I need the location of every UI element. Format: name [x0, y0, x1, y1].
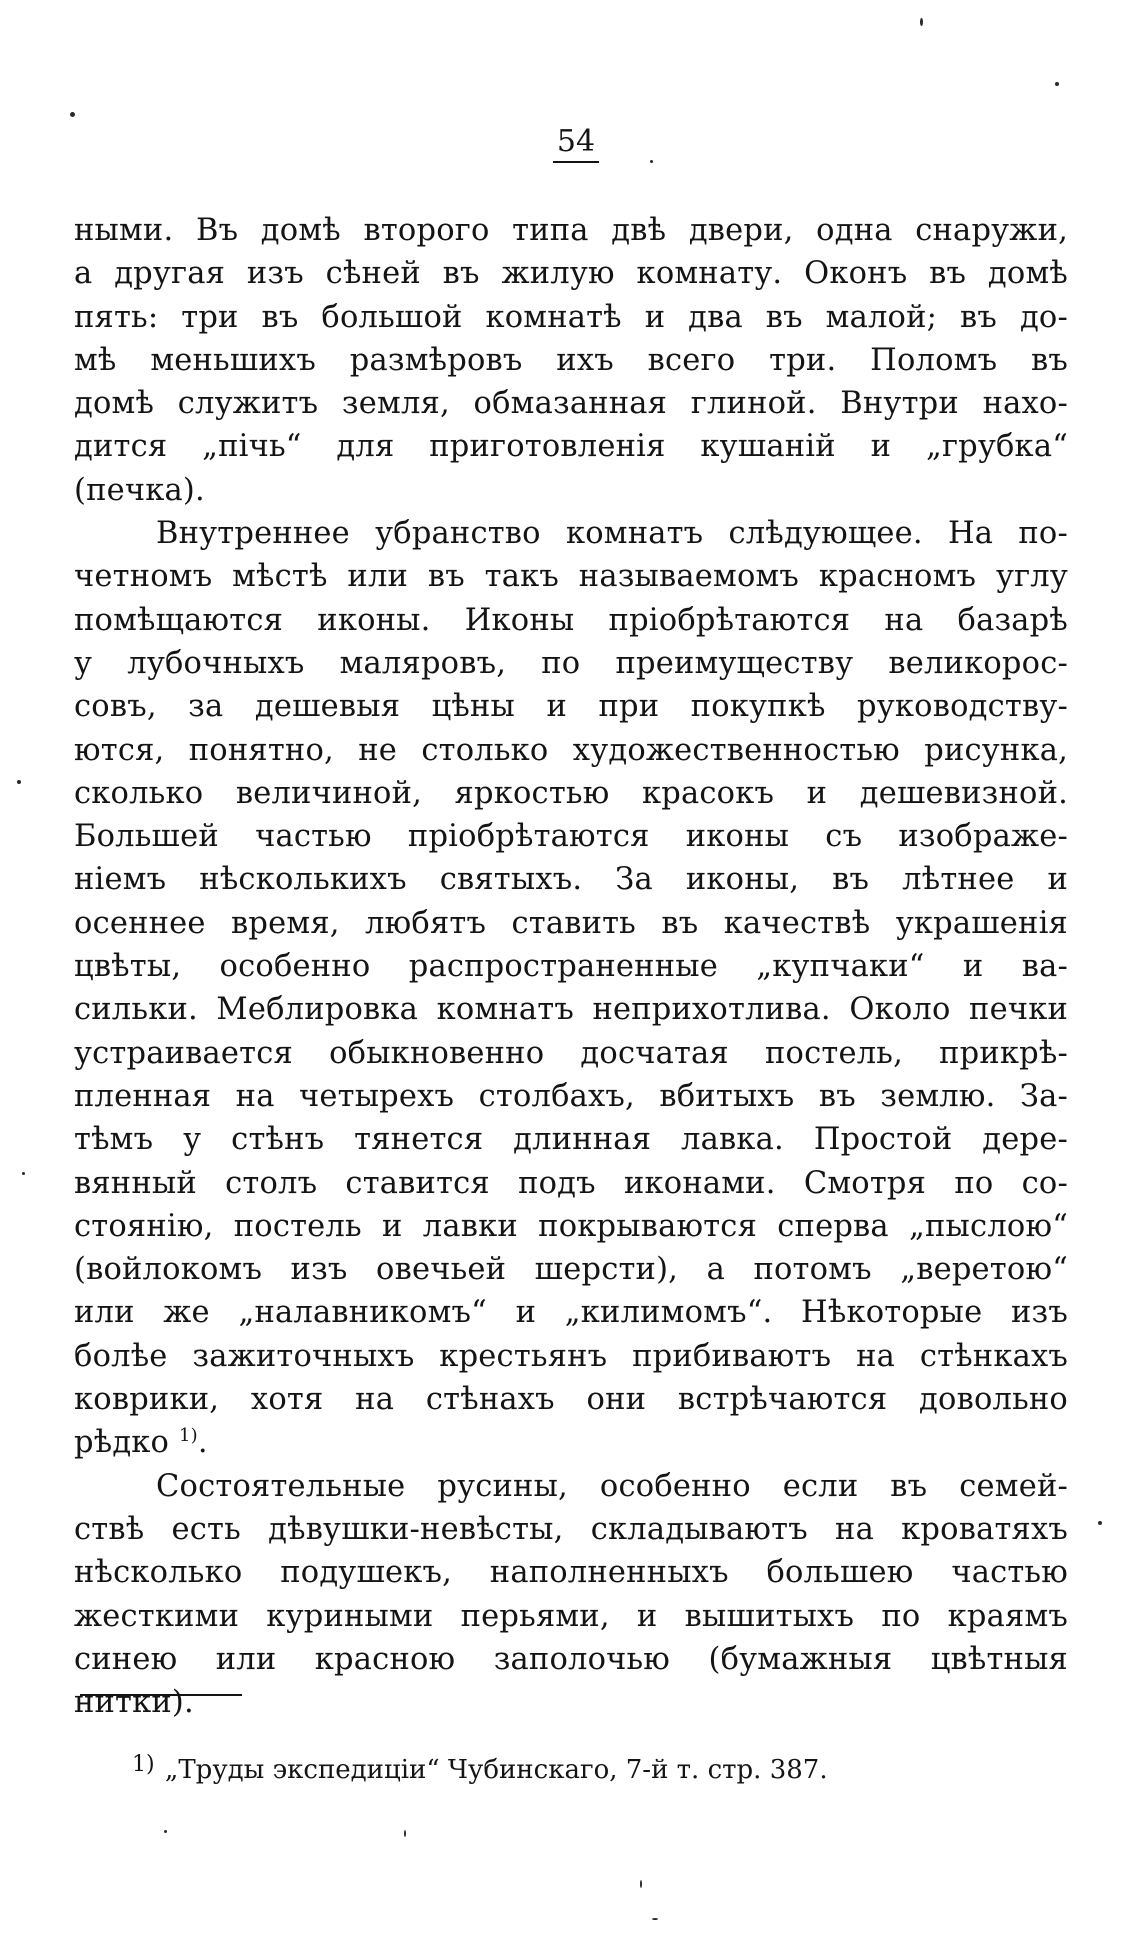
- page-number-text: 54: [553, 124, 599, 163]
- text-line: ствѣ есть дѣвушки-невѣсты, складываютъ на кроватяхъ: [74, 1511, 1068, 1547]
- scan-speck: [70, 112, 75, 117]
- text-line: Внутреннее убранство комнатъ слѣдующее. На по-: [156, 516, 1068, 552]
- text-line: дится „пічь“ для приготовленія кушаній и „грубка“: [74, 429, 1068, 465]
- text-line: а другая изъ сѣней въ жилую комнату. Оконъ въ домѣ: [74, 256, 1068, 292]
- text-line: совъ, за дешевыя цѣны и при покупкѣ руководству-: [74, 689, 1068, 725]
- text-line: стоянію, постель и лавки покрываются сперва „пыслою“: [74, 1208, 1068, 1244]
- text-line-with-footnote: рѣдко $^{1)}$.: [74, 1425, 208, 1461]
- text-line: цвѣты, особенно распространенные „купчаки“ и ва-: [74, 949, 1068, 985]
- paragraph-2: [74, 512, 1068, 1465]
- text-line: синею или красною заполочью (бумажныя цвѣтныя: [74, 1641, 1068, 1677]
- text-line: ніемъ нѣсколькихъ святыхъ. За иконы, въ лѣтнее и: [74, 862, 1068, 898]
- text-line: пять: три въ большой комнатѣ и два въ малой; въ до-: [74, 299, 1068, 335]
- text-line: (печка).: [74, 472, 205, 508]
- scan-speck: [652, 1918, 658, 1920]
- text-line: нѣсколько подушекъ, наполненныхъ большею частью: [74, 1555, 1068, 1591]
- footnote-divider: [80, 1694, 242, 1696]
- paragraph-3: [74, 1465, 1068, 1725]
- text-line: помѣщаются иконы. Иконы пріобрѣтаются на базарѣ: [74, 602, 1068, 638]
- text-line: осеннее время, любятъ ставить въ качествѣ украшенія: [74, 905, 1068, 941]
- scan-speck: [920, 18, 923, 26]
- scan-speck: [1098, 1521, 1102, 1525]
- text-line: сильки. Меблировка комнатъ неприхотлива. Около печки: [74, 992, 1068, 1028]
- text-line: жесткими куриными перьями, и вышитыхъ по краямъ: [74, 1598, 1068, 1634]
- scan-speck: [17, 780, 21, 784]
- text-line: Состоятельные русины, особенно если въ семей-: [156, 1468, 1068, 1504]
- footnote-reference[interactable]: 1): [179, 1425, 198, 1447]
- scan-speck: [1055, 82, 1059, 86]
- footnote-mark: 1): [132, 1752, 155, 1777]
- text-line: или же „налавникомъ“ и „килимомъ“. Нѣкоторые изъ: [74, 1295, 1068, 1331]
- text-line: тѣмъ у стѣнъ тянется длинная лавка. Простой дере-: [74, 1122, 1068, 1158]
- body-text: [74, 209, 1068, 1724]
- scan-speck: [164, 1830, 167, 1833]
- text-line: ются, понятно, не столько художественностью рисунка,: [74, 732, 1068, 768]
- paragraph-1: [74, 209, 1068, 512]
- text-line: коврики, хотя на стѣнахъ они встрѣчаются довольно: [74, 1382, 1068, 1418]
- text-line: болѣе зажиточныхъ крестьянъ прибиваютъ на стѣнкахъ: [74, 1338, 1068, 1374]
- scan-speck: [650, 160, 653, 163]
- text-line: четномъ мѣстѣ или въ такъ называемомъ красномъ углу: [74, 559, 1068, 595]
- text-line: домѣ служитъ земля, обмазанная глиной. Внутри нахо-: [74, 386, 1068, 422]
- scan-speck: [22, 1172, 25, 1175]
- page-number: [0, 124, 1140, 163]
- text-line: нитки).: [74, 1685, 194, 1721]
- text-line: у лубочныхъ маляровъ, по преимуществу великорос-: [74, 645, 1068, 681]
- text-line: (войлокомъ изъ овечьей шерсти), а потомъ „веретою“: [74, 1252, 1068, 1288]
- scan-speck: [404, 1830, 406, 1837]
- footnote-text: „Труды экспедиціи“ Чубинскаго, 7-й т. стр. 387.: [164, 1755, 828, 1785]
- text-line: сколько величиной, яркостью красокъ и дешевизной.: [74, 775, 1068, 811]
- scan-speck: [640, 1880, 642, 1888]
- footnote: [132, 1748, 828, 1787]
- text-line: вянный столъ ставится подъ иконами. Смотря по со-: [74, 1165, 1068, 1201]
- text-line: Большей частью пріобрѣтаются иконы съ изображе-: [74, 819, 1068, 855]
- text-line: рѣдко: [74, 1425, 170, 1461]
- text-line: ными. Въ домѣ второго типа двѣ двери, одна снаружи,: [74, 213, 1068, 248]
- text-line: пленная на четырехъ столбахъ, вбитыхъ въ землю. За-: [74, 1078, 1068, 1114]
- text-line: мѣ меньшихъ размѣровъ ихъ всего три. Поломъ въ: [74, 342, 1068, 378]
- text-line: устраивается обыкновенно досчатая постель, прикрѣ-: [74, 1035, 1068, 1071]
